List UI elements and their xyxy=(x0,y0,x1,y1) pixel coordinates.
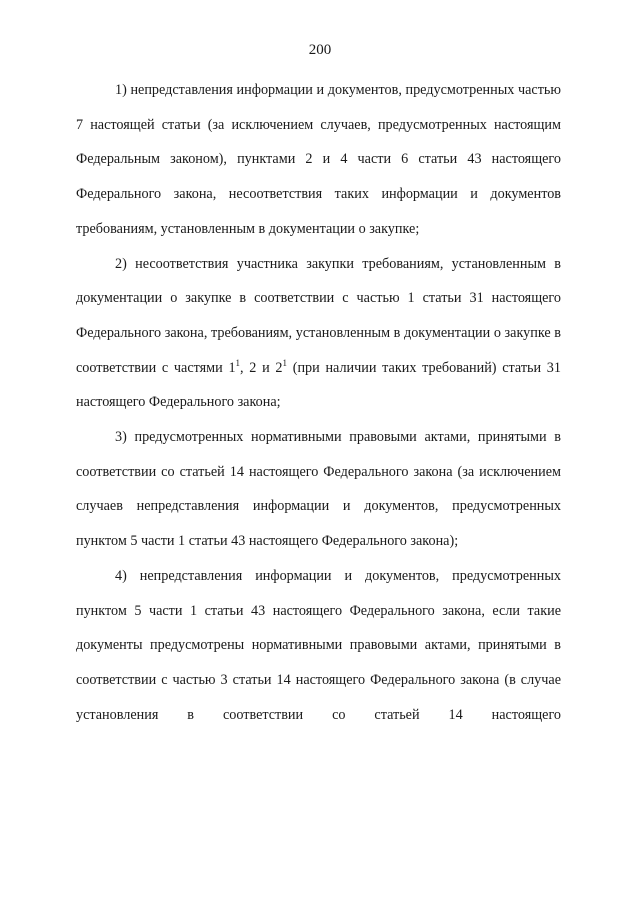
list-item-1: 1) непредставления информации и документов, предусмотренных частью 7 настоящей статьи (за исключением случаев, предусмотренных настоящим Федеральным законом), пунктами 2 и 4 части 6 статьи 43 настоящего Федерального закона, несоответствия таких информации и документов требованиям, установленным в документации о закупке; xyxy=(76,82,561,237)
page-number: 200 xyxy=(308,42,332,58)
list-item-2-text-c: (при наличии таких требований) статьи 31 настоящего Федерального закона; xyxy=(76,359,561,411)
list-item-4: 4) непредставления информации и документов, предусмотренных пунктом 5 части 1 статьи 43 настоящего Федерального закона, если такие документы предусмотрены нормативными правовыми актами, принятыми в соответствии с частью 3 статьи 14 настоящего Федерального закона (в случае установления в соответствии со статьей 14 настоящего xyxy=(76,567,561,723)
list-item-2-text-b: , 2 и 2 xyxy=(240,359,283,376)
superscript-1: 1 xyxy=(235,357,241,368)
document-body xyxy=(76,73,561,732)
list-item-2-text-a: 2) несоответствия участника закупки требованиям, установленным в документации о закупке в соответствии с частью 1 статьи 31 настоящего Федерального закона, требованиям, установленным в документации о закупке в соответствии с частями 1 xyxy=(76,255,561,376)
list-item-3: 3) предусмотренных нормативными правовыми актами, принятыми в соответствии со статьей 14 настоящего Федерального закона (за исключением случаев непредставления информации и документов, предусмотренных пунктом 5 части 1 статьи 43 настоящего Федерального закона); xyxy=(76,429,561,550)
superscript-2: 1 xyxy=(282,357,288,368)
list-item-2 xyxy=(76,247,561,421)
